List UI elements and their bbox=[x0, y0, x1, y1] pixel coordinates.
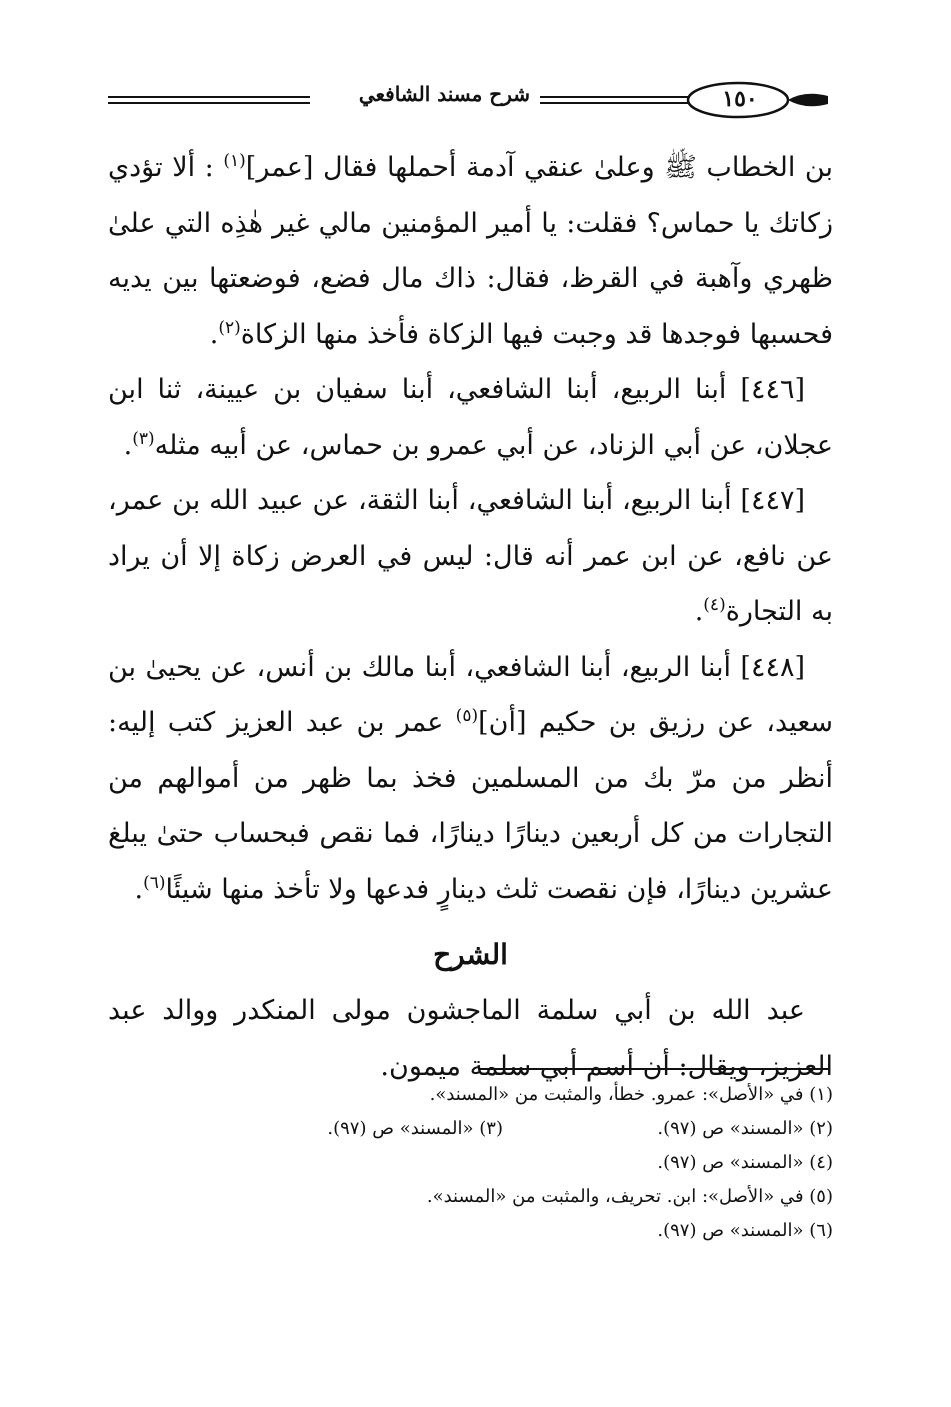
paragraph: [٤٤٨] أبنا الربيع، أبنا الشافعي، أبنا مالك بن أنس، عن يحيىٰ بن سعيد، عن رزيق بن حكيم [أن]$^{(٥)}$ عمر بن عبد العزيز كتب إليه: أنظر من مرّ بك من المسلمين فخذ بما ظهر من أموالهم من التجارات من كل أربعين دينارًا دينارًا، فما نقص فبحساب حتىٰ يبلغ عشرين دينارًا، فإن نقصت ثلث دينارٍ فدعها ولا تأخذ منها شيئًا$^{(٦)}$. bbox=[108, 651, 833, 905]
footnote: (٦) «المسند» ص (٩٧). bbox=[657, 1220, 833, 1241]
footnote-ref: (٤) bbox=[703, 595, 726, 615]
text-run: [٤٤٦] أبنا الربيع، أبنا الشافعي، أبنا سفيان بن عيينة، ثنا ابن عجلان، عن أبي الزناد، عن أبي عمرو بن حماس، عن أبيه مثله bbox=[108, 374, 833, 461]
paragraph: [٤٤٦] أبنا الربيع، أبنا الشافعي، أبنا سفيان بن عيينة، ثنا ابن عجلان، عن أبي الزناد، عن أبي عمرو بن حماس، عن أبيه مثله$^{(٣)}$. bbox=[108, 374, 833, 461]
paragraph: بن الخطاب ﷺ وعلىٰ عنقي آدمة أحملها فقال [عمر]$^{(١)}$ : ألا تؤدي زكاتك يا حماس؟ فقلت: يا أمير المؤمنين مالي غير هٰذِه التي علىٰ ظهري وآهبة في القرظ، فقال: ذاك مال فضع، فوضعتها بين يديه فحسبها فوجدها قد وجبت فيها الزكاة فأخذ منها الزكاة$^{(٢)}$. bbox=[108, 151, 833, 350]
footnote-ref: (٥) bbox=[455, 706, 479, 726]
footnote-ref: (٦) bbox=[143, 872, 166, 893]
paragraph: [٤٤٧] أبنا الربيع، أبنا الشافعي، أبنا الثقة، عن عبيد الله بن عمر، عن نافع، عن ابن عمر أنه قال: ليس في العرض زكاة إلا أن يراد به التجارة$^{(٤)}$. bbox=[108, 485, 833, 627]
footnote-divider bbox=[478, 1068, 830, 1070]
text-run: [٤٤٨] أبنا الربيع، أبنا الشافعي، أبنا مالك بن أنس، عن يحيىٰ بن سعيد، عن رزيق بن حكيم [أن] bbox=[108, 651, 833, 738]
section-heading: الشرح bbox=[433, 938, 508, 971]
footnote: (١) في «الأصل»: عمرو. خطأ، والمثبت من «المسند». bbox=[429, 1084, 833, 1105]
running-title: شرح مسند الشافعي bbox=[358, 82, 530, 106]
paragraph: عبد الله بن أبي سلمة الماجشون مولى المنكدر ووالد عبد العزيز، ويقال: أن أسم أبي سلمة ميمون. bbox=[108, 995, 833, 1082]
footnote: (٢) «المسند» ص (٩٧). bbox=[657, 1118, 833, 1139]
footnote: (٥) في «الأصل»: ابن. تحريف، والمثبت من «المسند». bbox=[426, 1186, 833, 1207]
footnote: (٣) «المسند» ص (٩٧). bbox=[327, 1118, 503, 1139]
page-header bbox=[0, 70, 951, 130]
main-text bbox=[108, 140, 833, 1094]
footnote-ref: (٢) bbox=[218, 317, 241, 338]
page-number: ١٥٠ bbox=[722, 86, 758, 112]
footnote-ref: (٣) bbox=[132, 428, 155, 449]
text-run: بن الخطاب ﷺ وعلىٰ عنقي آدمة أحملها فقال [عمر] bbox=[245, 152, 833, 183]
text-run: عمر بن عبد العزيز كتب إليه: أنظر من مرّ بك من المسلمين فخذ بما ظهر من أموالهم من التجارات من كل أربعين دينارًا دينارًا، فما نقص فبحساب حتىٰ يبلغ عشرين دينارًا، فإن نقصت ثلث دينارٍ فدعها ولا تأخذ منها شيئًا bbox=[108, 707, 833, 905]
footnote: (٤) «المسند» ص (٩٧). bbox=[657, 1152, 833, 1173]
text-run: : ألا تؤدي زكاتك يا حماس؟ فقلت: يا أمير المؤمنين مالي غير هٰذِه التي علىٰ ظهري وآهبة في القرظ، فقال: ذاك مال فضع، فوضعتها بين يديه فحسبها فوجدها قد وجبت فيها الزكاة فأخذ منها الزكاة bbox=[108, 152, 833, 350]
text-run: [٤٤٧] أبنا الربيع، أبنا الشافعي، أبنا الثقة، عن عبيد الله بن عمر، عن نافع، عن ابن عمر أنه قال: ليس في العرض زكاة إلا أن يراد به التجارة bbox=[108, 485, 833, 627]
footnote-pair bbox=[108, 1112, 833, 1146]
footnote-ref: (١) bbox=[223, 151, 246, 171]
footnotes bbox=[108, 1078, 833, 1248]
